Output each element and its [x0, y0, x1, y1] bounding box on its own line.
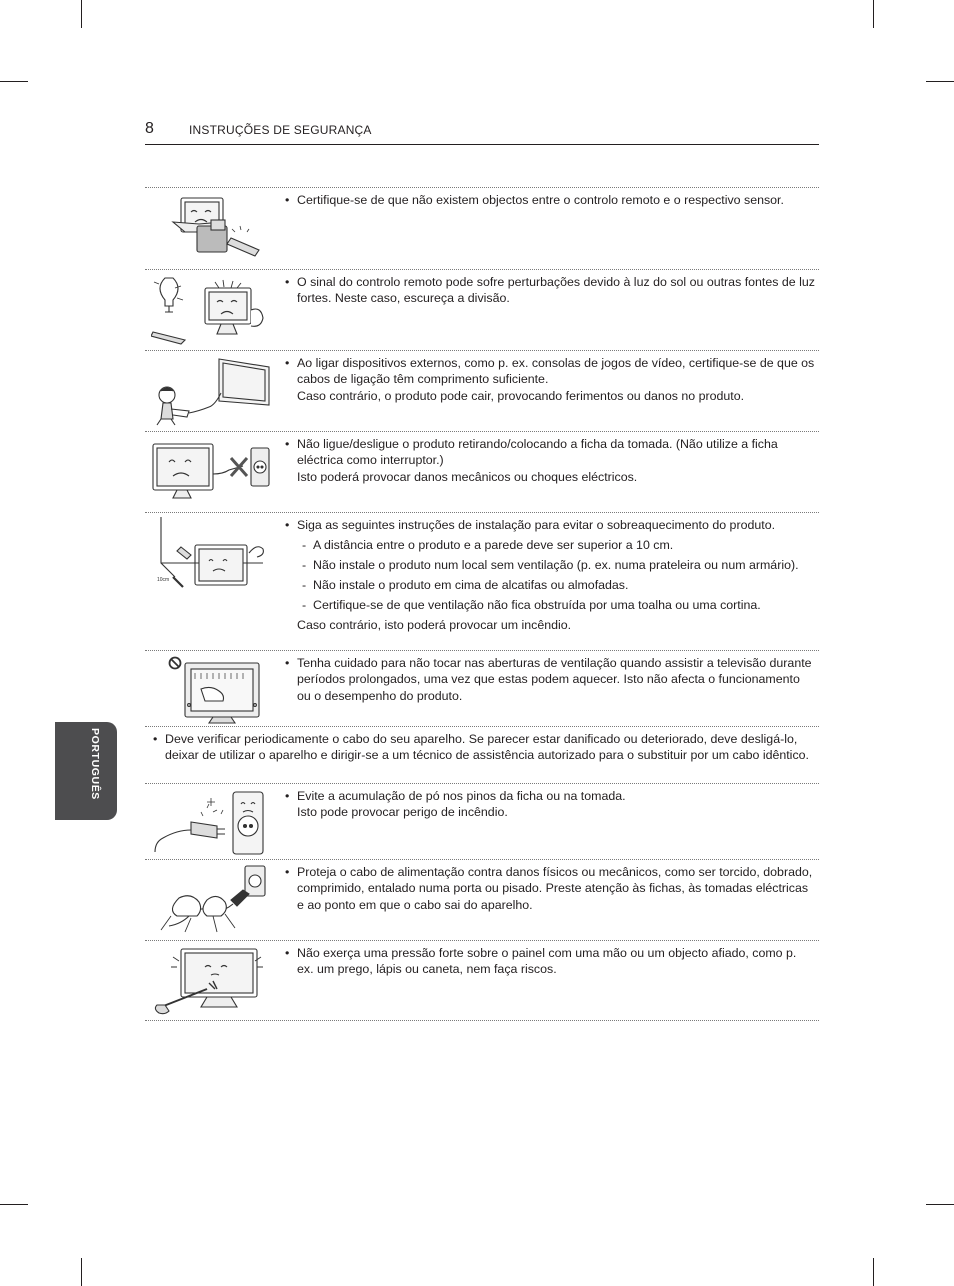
page-header: [145, 118, 819, 145]
language-tab-label: PORTUGUÊS: [89, 728, 101, 800]
bullet-text: • Tenha cuidado para não tocar nas aberturas de ventilação quando assistir a televisão durante períodos prolongados, uma vez que estas podem aquecer. Isto não afecta o funcionamento ou o desempenho do produto.: [285, 655, 815, 704]
crop-mark: [873, 0, 874, 28]
crop-mark: [926, 81, 954, 82]
language-tab: [55, 722, 117, 820]
safety-item-text: [285, 436, 815, 485]
crop-mark: [0, 81, 28, 82]
crop-mark: [873, 1258, 874, 1286]
crop-mark: [81, 1258, 82, 1286]
safety-item: [145, 940, 819, 1021]
bullet-text: • Não ligue/desligue o produto retirando/colocando a ficha da tomada. (Não utilize a ficha eléctrica como interruptor.): [285, 436, 815, 469]
bullet-text: • Certifique-se de que não existem objectos entre o controlo remoto e o respectivo sensor.: [285, 192, 815, 208]
consequence-text: Caso contrário, isto poderá provocar um incêndio.: [297, 618, 572, 632]
sub-item: - Certifique-se de que ventilação não fica obstruída por uma toalha ou uma cortina.: [285, 597, 815, 613]
safety-item: [145, 783, 819, 859]
safety-item-text: [285, 655, 815, 704]
remote-sensor-obstruction-illustration: [151, 192, 271, 264]
sub-item: - A distância entre o produto e a parede deve ser superior a 10 cm.: [285, 537, 815, 553]
safety-item: [145, 350, 819, 431]
crop-mark: [926, 1204, 954, 1205]
page-number: 8: [145, 120, 154, 137]
safety-item: [145, 187, 819, 269]
safety-item-text: [285, 355, 815, 404]
bullet-text: • Evite a acumulação de pó nos pinos da ficha ou na tomada.: [285, 788, 815, 804]
sub-item: - Não instale o produto num local sem ventilação (p. ex. numa prateleira ou num armário).: [285, 557, 815, 573]
safety-item-text: [285, 788, 815, 821]
crop-mark: [81, 0, 82, 28]
safety-item: [145, 269, 819, 350]
wall-distance-illustration: [151, 517, 271, 589]
safety-item-text: [285, 192, 815, 208]
bullet-text: • Ao ligar dispositivos externos, como p. ex. consolas de jogos de vídeo, certifique-se de que os cabos de ligação têm comprimento suficiente.: [285, 355, 815, 388]
bullet-text: • Não exerça uma pressão forte sobre o painel com uma mão ou um objecto afiado, como p. ex. um prego, lápis ou caneta, nem faça riscos.: [285, 945, 815, 978]
section-title: INSTRUÇÕES DE SEGURANÇA: [189, 123, 372, 137]
cable-damage-illustration: [151, 864, 271, 936]
safety-list: [145, 187, 819, 1021]
safety-item: [145, 859, 819, 940]
bullet-extra-text: Isto pode provocar perigo de incêndio.: [297, 805, 508, 820]
bullet-text: • Siga as seguintes instruções de instalação para evitar o sobreaquecimento do produto.: [285, 517, 815, 533]
panel-scratch-illustration: [151, 945, 271, 1017]
bullet-extra-text: Caso contrário, o produto pode cair, provocando ferimentos ou danos no produto.: [297, 388, 745, 403]
safety-item: [145, 431, 819, 512]
safety-item-text: [285, 274, 815, 307]
crop-mark: [0, 1204, 28, 1205]
safety-item-text: [285, 864, 815, 913]
safety-item-text: [285, 517, 815, 633]
bullet-text: • Proteja o cabo de alimentação contra danos físicos ou mecânicos, como ser torcido, dobrado, comprimido, entalado numa porta ou pisado. Preste atenção às fichas, às tomadas eléctricas e ao ponto em que o cabo sai do aparelho.: [285, 864, 815, 913]
bullet-text: • Deve verificar periodicamente o cabo do seu aparelho. Se parecer estar danificado ou deteriorado, deve desligá-lo, deixar de utilizar o aparelho e dirigir-se a um técnico de assistência autorizado para o substituir por um cabo idêntico.: [153, 731, 813, 764]
sub-item: - Não instale o produto em cima de alcatifas ou almofadas.: [285, 577, 815, 593]
safety-item-text: [153, 731, 813, 764]
safety-item: [145, 512, 819, 650]
dusty-plug-illustration: [151, 788, 271, 860]
distance-label: 10cm: [157, 577, 170, 583]
bullet-text: • O sinal do controlo remoto pode sofre perturbações devido à luz do sol ou outras fontes de luz fortes. Neste caso, escureça a divisão.: [285, 274, 815, 307]
safety-item: [145, 650, 819, 726]
safety-item: [145, 726, 819, 783]
unplug-power-illustration: [151, 436, 271, 508]
ventilation-hot-illustration: [151, 655, 271, 727]
safety-item-text: [285, 945, 815, 978]
cable-length-illustration: [151, 355, 271, 427]
strong-light-illustration: [151, 274, 271, 346]
bullet-extra-text: Isto poderá provocar danos mecânicos ou choques eléctricos.: [297, 469, 638, 484]
